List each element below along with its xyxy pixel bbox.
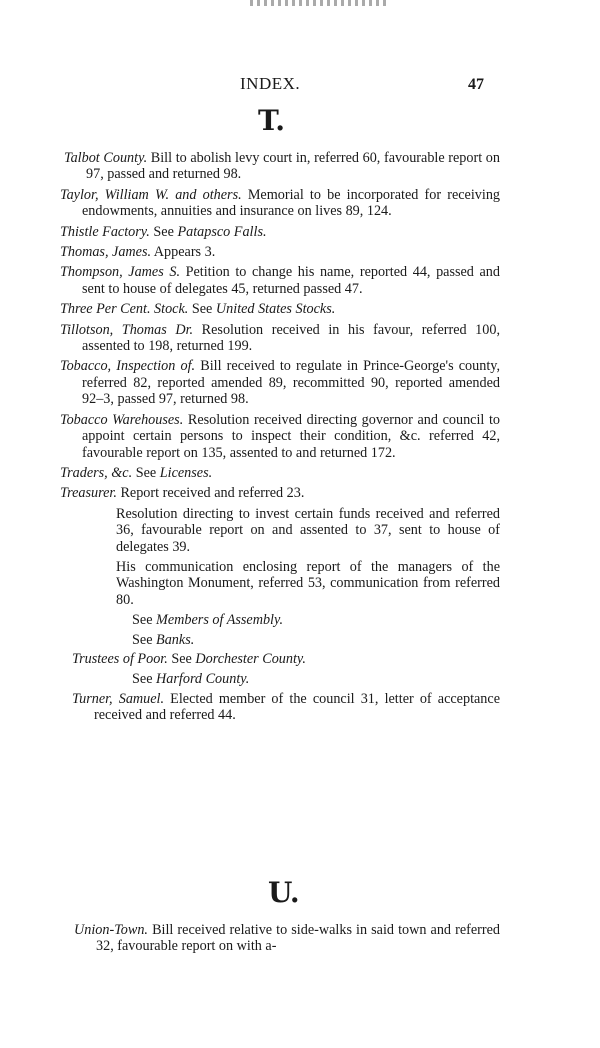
entry-text: See <box>167 650 196 667</box>
entry-head: Thomas, James. <box>60 244 152 261</box>
entry-text: See <box>132 631 157 648</box>
index-subentry <box>116 506 500 555</box>
entry-text: Bill to abolish levy court in, referred 60, favourable report on 97, passed and returned 98. <box>86 150 500 183</box>
index-entry <box>60 358 500 407</box>
index-entry <box>60 264 500 297</box>
entry-text: Resolution directing to invest certain funds received and referred 36, favourable report on and assented to 37, sent to house of delegates 39. <box>116 505 500 555</box>
entry-head: Thistle Factory. <box>60 223 150 240</box>
entry-text: His communication enclosing report of the managers of the Washington Monument, referred 53, communication from referred 80. <box>116 558 500 608</box>
entry-text: Resolution received in his favour, referred 100, assented to 198, returned 199. <box>82 321 500 355</box>
print-smudge <box>250 0 390 6</box>
entry-text: See <box>188 301 216 318</box>
index-entry <box>72 651 500 667</box>
entry-head: Tillotson, Thomas Dr. <box>60 321 194 338</box>
section-letter-u: U. <box>268 876 300 909</box>
entry-text: Petition to change his name, reported 44, passed and sent to house of delegates 45, returned passed 47. <box>82 264 500 297</box>
entry-ref: Banks. <box>156 631 195 648</box>
index-see-entry <box>132 612 500 628</box>
entry-ref: Members of Assembly. <box>156 612 284 629</box>
index-entries-t <box>60 150 500 728</box>
index-entry <box>60 301 500 317</box>
running-head: INDEX. <box>240 74 301 93</box>
index-entry <box>60 412 500 461</box>
entry-head: Thompson, James S. <box>60 264 180 281</box>
index-entry <box>60 465 500 481</box>
page-number: 47 <box>468 76 484 93</box>
index-entry <box>64 150 500 183</box>
entry-text: Appears 3. <box>151 244 216 261</box>
index-see-entry <box>132 671 500 687</box>
entry-text: Resolution received directing governor and council to appoint certain persons to inspect their condition, &c. referred 42, favourable report on 135, assented to and returned 172. <box>82 411 500 461</box>
entry-ref: Harford County. <box>156 671 250 688</box>
entry-text: See <box>132 671 157 688</box>
entry-head: Talbot County. <box>64 150 148 166</box>
index-subentry <box>116 559 500 608</box>
index-entry <box>60 322 500 355</box>
index-entry <box>72 691 500 724</box>
entry-head: Traders, &c. <box>60 464 133 481</box>
entry-head: Turner, Samuel. <box>72 690 165 707</box>
entry-text: Report received and referred 23. <box>116 485 305 502</box>
entry-text: Bill received relative to side-walks in said town and referred 32, favourable report on with a- <box>96 922 500 955</box>
index-entries-u <box>74 922 500 959</box>
index-entry <box>60 187 500 220</box>
entry-text: See <box>132 612 157 629</box>
entry-ref: Patapsco Falls. <box>177 223 267 240</box>
entry-head: Treasurer. <box>60 485 117 502</box>
entry-text: Bill received to regulate in Prince-George's county, referred 82, reported amended 89, recommitted 90, reported amended 92–3, passed 97, returned 98. <box>82 358 500 408</box>
entry-text: See <box>132 464 160 481</box>
index-entry <box>60 224 500 240</box>
entry-text: See <box>149 223 178 240</box>
entry-ref: Dorchester County. <box>195 650 306 667</box>
index-entry <box>60 485 500 501</box>
entry-ref: Licenses. <box>159 464 213 481</box>
entry-text: Elected member of the council 31, letter of acceptance received and referred 44. <box>94 690 500 724</box>
entry-head: Three Per Cent. Stock. <box>60 301 189 318</box>
index-entry <box>74 922 500 955</box>
entry-head: Taylor, William W. and others. <box>60 186 242 203</box>
entry-text: Memorial to be incorporated for receiving endowments, annuities and insurance on lives 89, 124. <box>82 186 501 220</box>
index-entry <box>60 244 500 260</box>
entry-ref: United States Stocks. <box>215 301 336 318</box>
entry-head: Tobacco, Inspection of. <box>60 358 196 375</box>
section-letter-t: T. <box>258 104 285 137</box>
index-see-entry <box>132 632 500 648</box>
entry-head: Union-Town. <box>74 922 148 938</box>
entry-head: Trustees of Poor. <box>72 650 168 667</box>
entry-head: Tobacco Warehouses. <box>60 411 184 428</box>
